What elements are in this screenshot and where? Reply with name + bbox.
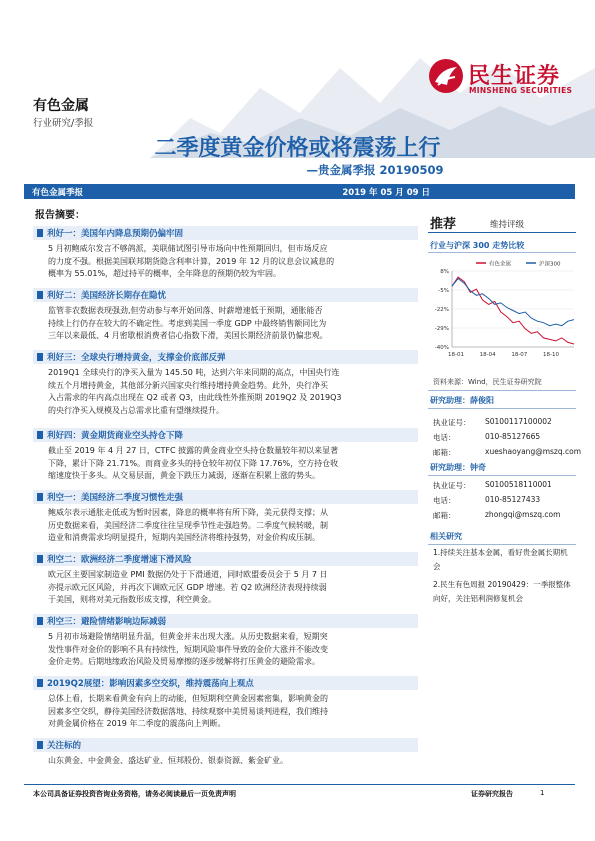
analyst-license	[433, 417, 552, 428]
report-title: 二季度黄金价格或将震荡上行	[154, 136, 441, 161]
rating: 维持评级	[490, 220, 525, 230]
paragraph-line: 对黄金属价格在 2019 年二季度的震荡向上判断。	[48, 719, 226, 729]
field-value: 010-85127433	[485, 495, 541, 504]
field-value: S0100117100002	[485, 417, 552, 426]
section-marker	[37, 353, 43, 361]
divider	[428, 390, 576, 391]
divider	[428, 544, 576, 545]
section-title: 利空二：欧洲经济二季度增速下滑风险	[47, 555, 192, 565]
section-paragraph	[48, 569, 418, 607]
section-paragraph	[48, 367, 418, 417]
paragraph-line: 鲍威尔表示通胀走低或为暂时因素，降息的概率将有所下降，美元获得支撑；从	[48, 508, 328, 517]
x-tick-label: 18-04	[479, 352, 496, 358]
section-paragraph	[48, 507, 418, 545]
x-tick-label: 18-07	[511, 352, 528, 358]
paragraph-line: 金价走势。后期地缘政治风险及贸易摩擦的逐步缓解将打压黄金的避险需求。	[48, 657, 320, 667]
section-heading	[33, 490, 418, 504]
section-paragraph	[48, 445, 418, 483]
section-heading	[33, 738, 418, 752]
section-title: 利好二：美国经济长期存在隐忧	[47, 291, 167, 301]
report-subtitle: —贵金属季报 20190509	[306, 163, 444, 177]
report-category: 行业研究/季报	[33, 118, 94, 129]
y-tick-label: -22%	[434, 307, 449, 313]
paragraph-line: 因素多空交织，静待美国经济数据落地、持续观察中美贸易谈判进程，我们维持	[48, 706, 328, 716]
header-bar	[24, 184, 575, 199]
paragraph-line: 山东黄金、中金黄金、盛达矿业、恒邦股份、银泰资源、紫金矿业。	[48, 756, 288, 765]
field-label: 执业证号：	[433, 481, 471, 490]
field-label: 邮箱：	[433, 448, 456, 457]
section-title: 利好三：全球央行增持黄金，支撑金价底部反弹	[47, 353, 226, 363]
section-marker	[37, 555, 43, 563]
x-tick-label: 18-01	[448, 352, 464, 358]
field-label: 电话：	[433, 496, 456, 505]
section-title: 利空三：避险情绪影响边际减弱	[47, 617, 167, 627]
section-marker	[37, 493, 43, 501]
paragraph-line: 2019Q1 全球央行的净买入量为 145.50 吨，达到六年来同期的高点，中国央行连	[48, 368, 340, 377]
section-marker	[37, 229, 43, 237]
bar-category: 有色金属季报	[32, 188, 84, 198]
divider	[428, 475, 576, 476]
analyst-title: 研究助理：薛俊阳	[430, 396, 494, 405]
analyst2-title: 研究助理：钟奇	[430, 463, 486, 472]
report-date: 2019 年 05 月 09 日	[342, 188, 430, 198]
section-title: 利好四：黄金期货商业空头持仓下降	[47, 431, 184, 441]
section-title: 关注标的	[47, 741, 82, 751]
section-title: 2019Q2展望：影响因素多空交织，维持震荡向上观点	[47, 679, 254, 689]
section-heading	[33, 552, 418, 566]
section-heading	[33, 676, 418, 690]
section-marker	[37, 291, 43, 299]
footer-label: 证券研究报告	[471, 790, 513, 798]
divider	[428, 232, 576, 233]
minsheng-logo-icon	[428, 58, 464, 94]
paragraph-line: 的力度不强。根据美国联邦期货隐含利率计算，2019 年 12 月的议息会议减息的	[48, 256, 335, 266]
section-paragraph	[48, 755, 418, 768]
paragraph-line: 历史数据来看，美国经济二季度往往呈现季节性走强趋势。二季度气候转暖，制	[48, 520, 328, 530]
paragraph-line: 续五个月增持黄金，其他部分新兴国家央行维持增持黄金趋势。此外，央行净买	[48, 380, 328, 390]
analyst2-email	[433, 510, 561, 521]
field-label: 邮箱：	[433, 511, 456, 520]
x-tick-label: 18-10	[543, 352, 559, 358]
analyst-email	[433, 447, 582, 458]
summary-title: 报告摘要：	[35, 210, 85, 221]
analyst2-phone	[433, 495, 541, 506]
paragraph-line: 入占需求的年内高点出现在 Q2 或者 Q3，由此线性外推预期 2019Q2 及 2019Q3	[48, 393, 342, 403]
section-paragraph	[48, 305, 418, 343]
section-heading	[33, 350, 418, 364]
trend-chart	[428, 255, 578, 370]
analyst-heading	[428, 395, 576, 408]
section-paragraph	[48, 243, 418, 281]
section-heading	[33, 226, 418, 240]
paragraph-line: 监管非农数据表现强劲,但劳动参与率开始回落、时薪增速低于预期，通胀能否	[48, 306, 323, 315]
divider	[428, 408, 576, 409]
analyst2-license	[433, 480, 552, 491]
footer-divider	[24, 784, 575, 785]
paragraph-line: 下降，累计下降 21.71%。而商业多头的持仓较年初仅下降 17.76%，空方持仓收	[48, 458, 339, 468]
logo-text-en: MINSHENG SECURITIES	[469, 86, 573, 95]
logo-text-cn: 民生证券	[468, 64, 561, 89]
y-tick-label: 8%	[440, 269, 449, 275]
paragraph-line: 三年以来最低、4 月密歇根消费者信心指数下滑，美国长期经济前景仍偏悲观。	[48, 331, 328, 341]
field-value: S0100518110001	[485, 480, 552, 489]
related-heading	[428, 531, 576, 544]
paragraph-line: 亦提示欧元区风险，并再次下调欧元区 GDP 增速。若 Q2 欧洲经济表现持续弱	[48, 582, 327, 592]
company-logo	[428, 58, 578, 98]
section-heading	[33, 288, 418, 302]
paragraph-line: 发性事件对金价的影响不具有持续性，短期风险事件导致的金价大涨并不能改变	[48, 644, 328, 654]
paragraph-line: 缩速度快于多头。从交易层面，黄金下跌压力减弱，逐渐在积累上涨的势头。	[48, 471, 320, 481]
chart-source: 资料来源：Wind，民生证券研究院	[433, 378, 542, 386]
section-title: 利好一：美国年内降息预期仍偏牢固	[47, 229, 184, 239]
legend-label: 沪深300	[539, 261, 561, 268]
analyst-phone	[433, 432, 541, 443]
legend-label: 有色金属	[489, 261, 512, 268]
section-marker	[37, 741, 43, 749]
section-heading	[33, 614, 418, 628]
paragraph-line: 的央行净买入规模及占总需求比重有望继续提升。	[48, 405, 224, 415]
y-tick-label: -5%	[438, 288, 449, 294]
paragraph-line: 截止至 2019 年 4 月 27 日，CTFC 披露的黄金商业空头持仓数量较年初以来显著	[48, 446, 339, 455]
related-item[interactable]: 1.持续关注基本金属，看好贵金属长期机会	[433, 548, 568, 571]
field-label: 电话：	[433, 433, 456, 442]
recommendation: 推荐	[430, 217, 457, 232]
paragraph-line: 持续上行仍存在较大的不确定性。考虑到美国一季度 GDP 中最终销售额同比为	[48, 318, 327, 328]
industry-name: 有色金属	[33, 98, 89, 114]
series-line-1	[452, 279, 574, 326]
field-value: 010-85127665	[485, 432, 541, 441]
y-tick-label: -40%	[434, 345, 449, 351]
paragraph-line: 于美国，则将对美元指数形成支撑，利空黄金。	[48, 595, 216, 605]
page-number: 1	[540, 789, 545, 797]
paragraph-line: 5 月初鲍威尔发言不够鸽派，美联储试图引导市场向中性预期回归，但市场反应	[48, 244, 328, 253]
section-paragraph	[48, 693, 418, 731]
section-marker	[37, 679, 43, 687]
field-value[interactable]: zhongqi@mszq.com	[485, 510, 561, 519]
section-marker	[37, 431, 43, 439]
paragraph-line: 5 月初市场避险情绪明显升温，但黄金并未出现大涨。从历史数据来看，短期突	[48, 632, 328, 641]
section-heading	[33, 428, 418, 442]
paragraph-line: 造业和消费需求均明显提升，短期内美国经济将维持强势，对金价构成压制。	[48, 533, 320, 543]
paragraph-line: 总体上看，长期来看黄金有向上的动能，但短期利空黄金因素密集，影响黄金的	[48, 694, 328, 703]
paragraph-line: 欧元区主要国家制造业 PMI 数据仍处于下滑通道，同时欧盟委员会于 5 月 7 日	[48, 570, 328, 579]
y-tick-label: -29%	[434, 326, 449, 332]
field-label: 执业证号：	[433, 418, 471, 427]
divider	[428, 252, 576, 253]
related-item[interactable]: 2.民生有色周报 20190429：一季报整体向好，关注铝利润修复机会	[433, 580, 571, 603]
related-title: 相关研究	[430, 532, 462, 541]
footer-disclaimer: 本公司具备证券投资咨询业务资格，请务必阅读最后一页免责声明	[33, 790, 236, 798]
section-title: 利空一：美国经济二季度习惯性走强	[47, 493, 184, 503]
field-value[interactable]: xueshaoyang@mszq.com	[485, 447, 582, 456]
analyst2-heading	[428, 462, 576, 475]
chart-title: 行业与沪深 300 走势比较	[430, 241, 525, 250]
section-marker	[37, 617, 43, 625]
section-paragraph	[48, 631, 418, 669]
paragraph-line: 概率为 55.01%，超过持平的概率，全年降息的预期仍较为牢固。	[48, 269, 282, 279]
